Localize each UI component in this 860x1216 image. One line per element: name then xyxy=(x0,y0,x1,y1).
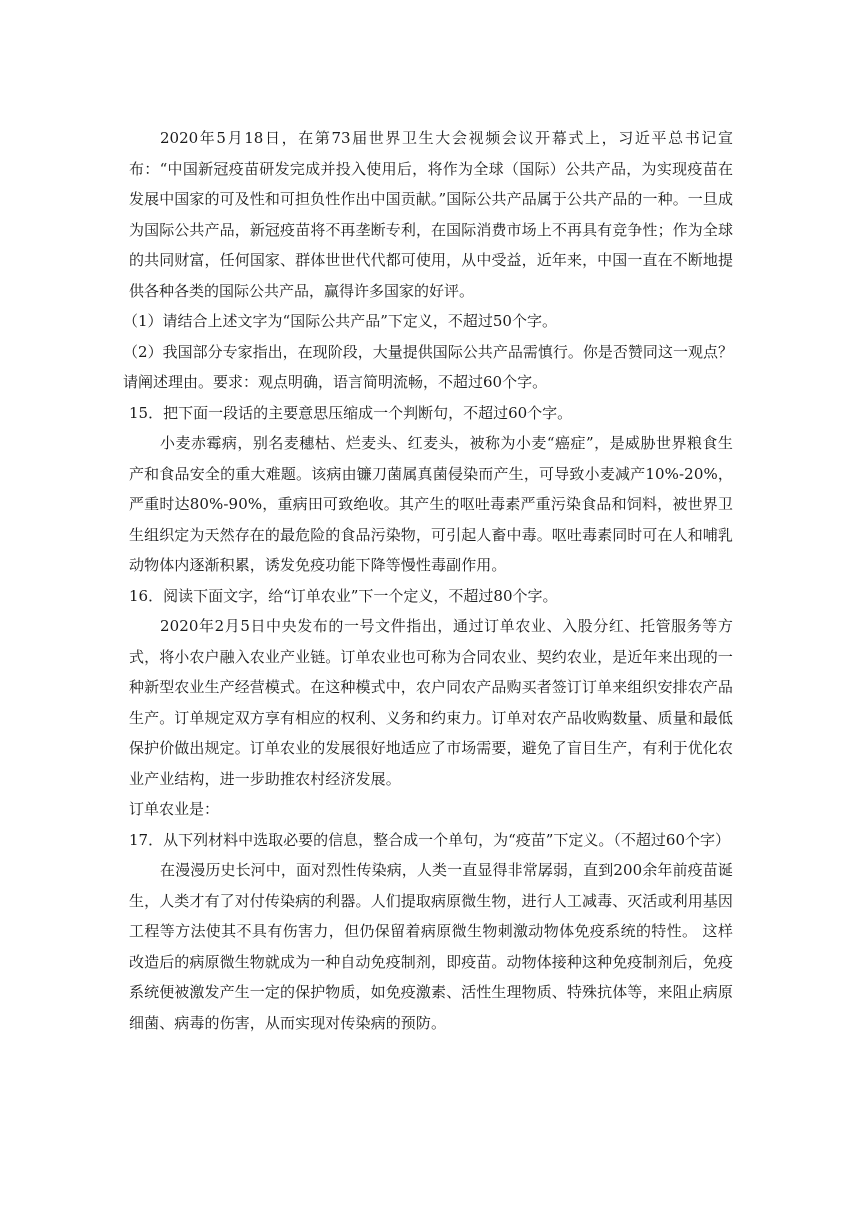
document-body xyxy=(123,123,734,1038)
question-15: 15．把下面一段话的主要意思压缩成一个判断句，不超过60个字。 xyxy=(129,403,573,422)
passage-14: 2020年5月18日，在第73届世界卫生大会视频会议开幕式上，习近平总书记宣布：“中国新冠疫苗研发完成并投入使用后，将作为全球（国际）公共产品，为实现疫苗在发展中国家的可及性和可担负性作出中国贡献。”国际公共产品属于公共产品的一种。一旦成为国际公共产品，新冠疫苗将不再垄断专利，在国际消费市场上不再具有竞争性；作为全球的共同财富，任何国家、群体世世代代都可使用，从中受益，近年来，中国一直在不断地提供各种各类的国际公共产品，赢得许多国家的好评。 xyxy=(129,129,733,300)
passage-16: 2020年2月5日中央发布的一号文件指出，通过订单农业、入股分红、托管服务等方式，将小农户融入农业产业链。订单农业也可称为合同农业、契约农业，是近年来出现的一种新型农业生产经营模式。在这种模式中，农户同农产品购买者签订订单来组织安排农产品生产。订单规定双方享有相应的权利、义务和约束力。订单对农产品收购数量、质量和最低保护价做出规定。订单农业的发展很好地适应了市场需要，避免了盲目生产，有利于优化农业产业结构，进一步助推农村经济发展。 xyxy=(129,617,734,788)
answer-line-16: 订单农业是： xyxy=(129,800,220,818)
question-16: 16．阅读下面文字，给“订单农业”下一个定义，不超过80个字。 xyxy=(129,586,558,605)
question-14-2: （2）我国部分专家指出，在现阶段，大量提供国际公共产品需慎行。你是否赞同这一观点？请阐述理由。要求：观点明确，语言简明流畅，不超过60个字。 xyxy=(123,342,733,391)
question-17: 17．从下列材料中选取必要的信息，整合成一个单句，为“疫苗”下定义。（不超过60个字） xyxy=(129,830,731,849)
passage-17: 在漫漫历史长河中，面对烈性传染病，人类一直显得非常孱弱，直到200余年前疫苗诞生，人类才有了对付传染病的利器。人们提取病原微生物，进行人工减毒、灭活或利用基因工程等方法使其不具有伤害力，但仍保留着病原微生物刺激动物体免疫系统的特性。 这样改造后的病原微生物就成为一种自动免疫制剂，即疫苗。动物体接种这种免疫制剂后，免疫系统便被激发产生一定的保护物质，如免疫激素、活性生理物质、特殊抗体等，来阻止病原细菌、病毒的伤害，从而实现对传染病的预防。 xyxy=(129,861,734,1032)
question-14-1: （1）请结合上述文字为“国际公共产品”下定义，不超过50个字。 xyxy=(123,312,557,330)
passage-15: 小麦赤霉病，别名麦穗枯、烂麦头、红麦头，被称为小麦“癌症”，是威胁世界粮食生产和食品安全的重大难题。该病由镰刀菌属真菌侵染而产生，可导致小麦减产10%-20%，严重时达80%-90%，重病田可致绝收。其产生的呕吐毒素严重污染食品和饲料，被世界卫生组织定为天然存在的最危险的食品污染物，可引起人畜中毒。呕吐毒素同时可在人和哺乳动物体内逐渐积累，诱发免疫功能下降等慢性毒副作用。 xyxy=(129,434,734,574)
